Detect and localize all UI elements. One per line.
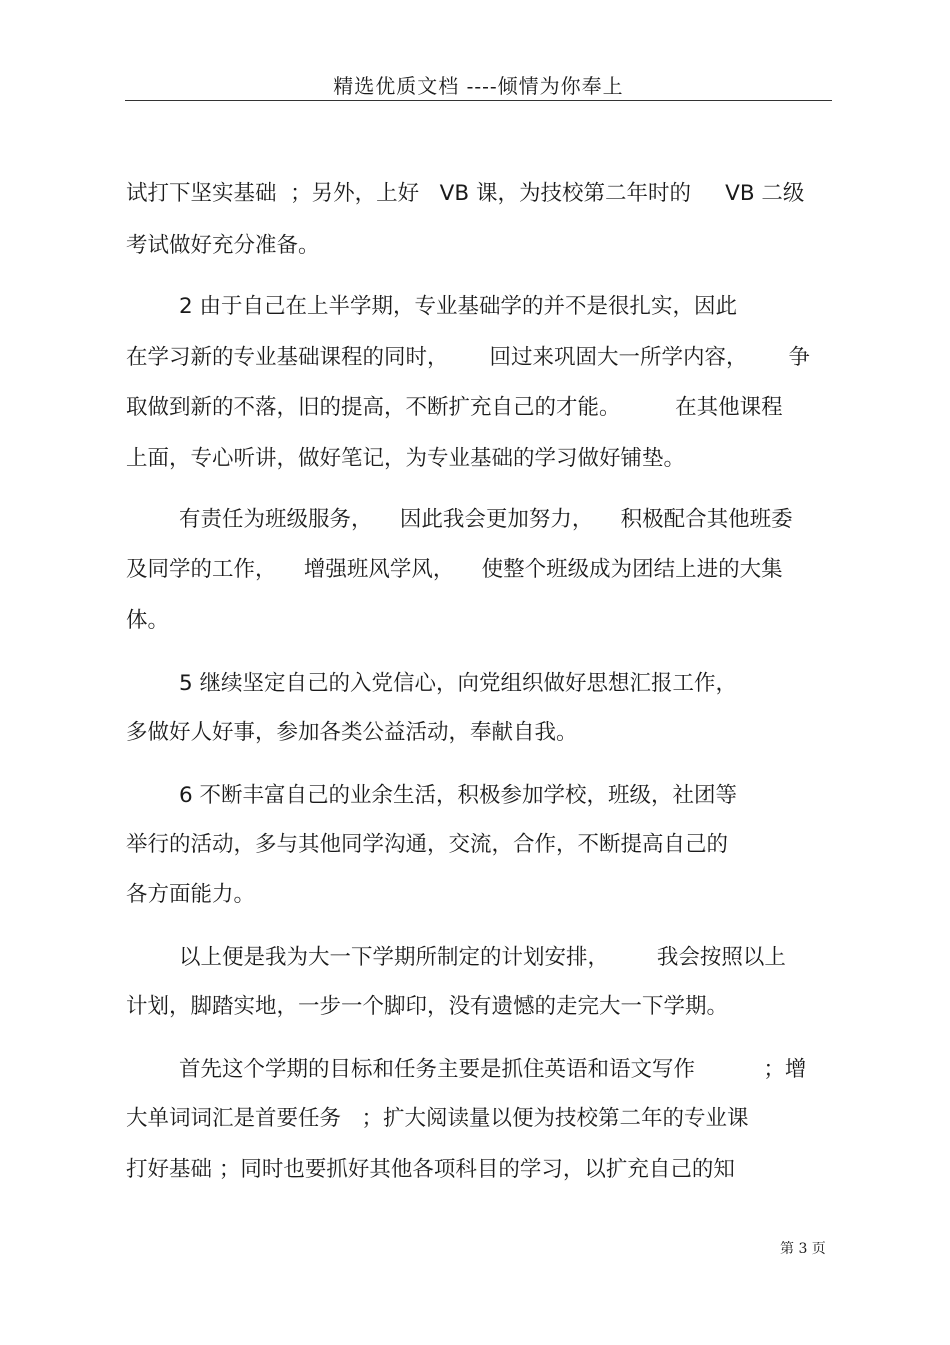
text-line: 首先这个学期的目标和任务主要是抓住英语和语文写作 ；增	[179, 1057, 807, 1082]
text-line: 各方面能力。	[126, 882, 256, 907]
text-line: 取做到新的不落，旧的提高，不断扩充自己的才能。 在其他课程	[126, 395, 783, 420]
text-line: 举行的活动，多与其他同学沟通，交流，合作，不断提高自己的	[126, 832, 729, 857]
text-line: 6 不断丰富自己的业余生活，积极参加学校，班级，社团等	[179, 783, 738, 808]
text-line: 有责任为班级服务， 因此我会更加努力， 积极配合其他班委	[179, 507, 793, 532]
page-header: 精选优质文档 ----倾情为你奉上	[333, 74, 624, 98]
text-line: 考试做好充分准备。	[126, 233, 320, 258]
text-line: 体。	[126, 608, 170, 633]
text-line: 5 继续坚定自己的入党信心，向党组织做好思想汇报工作，	[179, 671, 738, 696]
header-divider	[125, 100, 832, 101]
text-line: 在学习新的专业基础课程的同时， 回过来巩固大一所学内容， 争	[126, 345, 811, 370]
text-line: 多做好人好事，参加各类公益活动，奉献自我。	[126, 720, 578, 745]
text-line: 2 由于自己在上半学期，专业基础学的并不是很扎实，因此	[179, 294, 738, 319]
text-line: 计划，脚踏实地，一步一个脚印，没有遗憾的走完大一下学期。	[126, 994, 729, 1019]
page-number: 第 3 页	[780, 1241, 826, 1257]
text-line: 上面，专心听讲，做好笔记，为专业基础的学习做好铺垫。	[126, 446, 686, 471]
text-line: 大单词词汇是首要任务 ；扩大阅读量以便为技校第二年的专业课	[126, 1106, 749, 1131]
text-line: 及同学的工作， 增强班风学风， 使整个班级成为团结上进的大集	[126, 557, 783, 582]
text-line: 以上便是我为大一下学期所制定的计划安排， 我会按照以上	[179, 945, 786, 970]
text-line: 打好基础 ；同时也要抓好其他各项科目的学习，以扩充自己的知	[126, 1157, 735, 1182]
text-line: 试打下坚实基础 ；另外，上好 VB 课，为技校第二年时的 VB 二级	[126, 181, 805, 206]
